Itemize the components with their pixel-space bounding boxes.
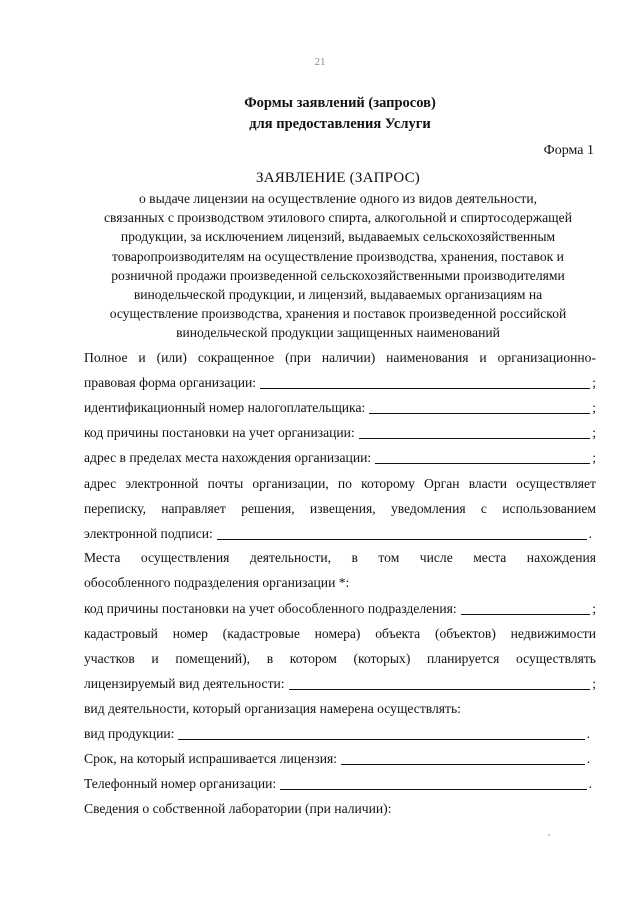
activity-type-label: вид деятельности, который организация намерена осуществлять: [84, 701, 461, 716]
cadastral-field [84, 675, 596, 693]
scan-speck [548, 834, 550, 836]
license-term-field [84, 750, 590, 768]
product-type-blank[interactable] [178, 726, 584, 740]
document-title: ЗАЯВЛЕНИЕ (ЗАПРОС) [255, 170, 420, 186]
section-heading-line-2: для предоставления Услуги [249, 116, 431, 132]
cadastral-label-line-1: кадастровый номер (кадастровые номера) объекта (объектов) недвижимости [84, 626, 596, 641]
branch-kpp-label: код причины постановки на учет обособленного подразделения: [84, 601, 457, 616]
document-subtitle [70, 189, 606, 343]
kpp-blank[interactable] [359, 425, 590, 439]
page-number: 21 [314, 56, 326, 68]
phone-field [84, 775, 592, 793]
period: . [588, 776, 592, 791]
license-term-blank[interactable] [341, 751, 585, 765]
email-label-line-2: переписку, направляет решения, извещения, уведомления с использованием [84, 501, 596, 516]
org-name-blank[interactable] [260, 375, 590, 389]
inn-label: идентификационный номер налогоплательщика: [84, 400, 366, 415]
places-label-line-1: Места осуществления деятельности, в том числе места нахождения [84, 550, 596, 565]
section-heading-line-1: Формы заявлений (запросов) [244, 95, 436, 111]
address-label: адрес в пределах места нахождения организации: [84, 450, 372, 465]
kpp-label: код причины постановки на учет организации: [84, 425, 355, 440]
period: . [586, 751, 590, 766]
address-field [84, 449, 596, 467]
subtitle-line: связанных с производством этилового спирта, алкогольной и спиртосодержащей [104, 210, 572, 226]
subtitle-line: о выдаче лицензии на осуществление одного из видов деятельности, [138, 191, 538, 206]
semicolon: ; [592, 601, 596, 616]
address-blank[interactable] [375, 450, 590, 464]
subtitle-line: розничной продажи произведенной сельскохозяйственными производителями [111, 267, 565, 283]
org-name-field [84, 374, 596, 392]
inn-blank[interactable] [369, 400, 590, 414]
org-name-label-line-1: Полное и (или) сокращенное (при наличии) наименования и организационно- [84, 350, 596, 365]
phone-label: Телефонный номер организации: [84, 776, 277, 791]
kpp-field [84, 424, 596, 442]
lab-label: Сведения о собственной лаборатории (при наличии): [84, 801, 392, 816]
semicolon: ; [592, 375, 596, 390]
email-label-line-1: адрес электронной почты организации, по которому Орган власти осуществляет [84, 476, 596, 491]
product-type-field [84, 725, 590, 743]
cadastral-label-line-2: участков и помещений), в котором (которых) планируется осуществлять [84, 651, 596, 666]
branch-kpp-blank[interactable] [461, 601, 591, 615]
form-label: Форма 1 [543, 143, 594, 158]
subtitle-line: винодельческой продукции защищенных наименований [176, 325, 500, 341]
org-name-label-line-2: правовая форма организации: [84, 375, 257, 390]
license-term-label: Срок, на который испрашивается лицензия: [84, 751, 338, 766]
subtitle-line: осуществление производства, хранения и поставок произведенной российской [109, 306, 567, 322]
inn-field [84, 399, 596, 417]
period: . [588, 526, 592, 541]
email-blank[interactable] [217, 526, 587, 540]
period: . [586, 726, 590, 741]
subtitle-line: винодельческой продукции, и лицензий, выдаваемых организациям на [133, 287, 543, 303]
semicolon: ; [592, 676, 596, 691]
cadastral-label-line-3: лицензируемый вид деятельности: [84, 676, 285, 691]
product-type-label: вид продукции: [84, 726, 175, 741]
branch-kpp-field [84, 600, 596, 618]
places-label-line-2: обособленного подразделения организации *: [84, 575, 350, 590]
semicolon: ; [592, 425, 596, 440]
semicolon: ; [592, 400, 596, 415]
phone-blank[interactable] [280, 776, 586, 790]
semicolon: ; [592, 450, 596, 465]
email-field [84, 525, 592, 543]
email-label-line-3: электронной подписи: [84, 526, 213, 541]
subtitle-line: продукции, за исключением лицензий, выдаваемых сельскохозяйственным [120, 229, 556, 245]
subtitle-line: товаропроизводителям на осуществление производства, хранения, поставок и [112, 248, 564, 264]
cadastral-blank[interactable] [289, 676, 591, 690]
